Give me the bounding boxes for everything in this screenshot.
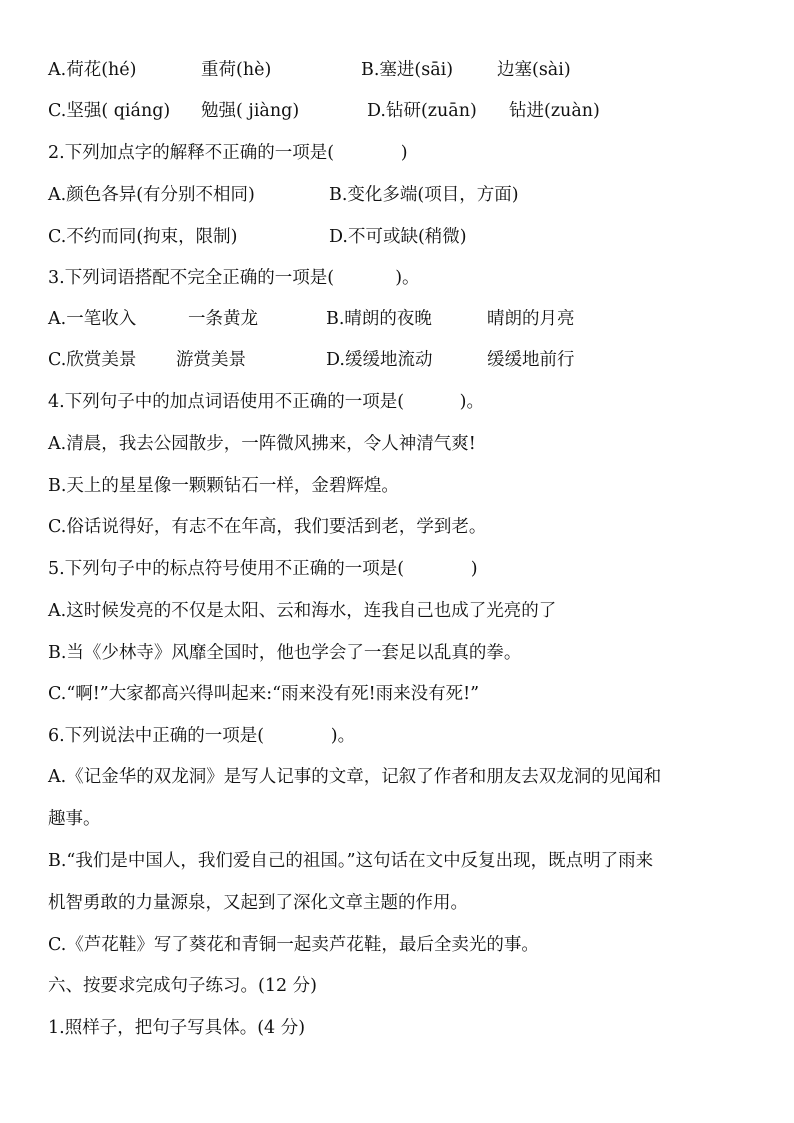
q4-stem: 4.下列句子中的加点词语使用不正确的一项是( )。 [48, 392, 484, 412]
q2-option-d: D.不可或缺(稍微) [329, 227, 467, 247]
q6-option-b-line2: 机智勇敢的力量源泉，又起到了深化文章主题的作用。 [48, 893, 468, 913]
q6-option-a-line2: 趣事。 [48, 809, 101, 829]
q4-option-b: B.天上的星星像一颗颗钻石一样，金碧辉煌。 [48, 476, 399, 496]
q1-option-a-second: 重荷(hè) [201, 60, 272, 80]
q2-option-a: A.颜色各异(有分别不相同) [48, 185, 255, 205]
q3-stem: 3.下列词语搭配不完全正确的一项是( )。 [48, 268, 420, 288]
q6-option-a-line1: A.《记金华的双龙洞》是写人记事的文章，记叙了作者和朋友去双龙洞的见闻和 [48, 767, 662, 787]
q5-stem: 5.下列句子中的标点符号使用不正确的一项是( ) [48, 559, 478, 579]
q5-option-a: A.这时候发亮的不仅是太阳、云和海水，连我自己也成了光亮的了 [48, 601, 557, 621]
q3-option-d: D.缓缓地流动 [326, 350, 433, 370]
q6-option-b-line1: B.“我们是中国人，我们爱自己的祖国。”这句话在文中反复出现，既点明了雨来 [48, 851, 654, 871]
q6-stem: 6.下列说法中正确的一项是( )。 [48, 726, 356, 746]
q1-option-b: B.塞进(sāi) [361, 60, 454, 80]
q6-option-c: C.《芦花鞋》写了葵花和青铜一起卖芦花鞋，最后全卖光的事。 [48, 935, 539, 955]
q3-option-a: A.一笔收入 [48, 309, 137, 329]
q2-stem: 2.下列加点字的解释不正确的一项是( ) [48, 143, 408, 163]
q4-option-a: A.清晨，我去公园散步，一阵微风拂来，令人神清气爽! [48, 434, 476, 454]
q4-option-c: C.俗话说得好，有志不在年高，我们要活到老，学到老。 [48, 517, 487, 537]
section-six-question-1: 1.照样子，把句子写具体。(4 分) [48, 1018, 306, 1038]
q1-option-b-second: 边塞(sài) [497, 60, 571, 80]
q3-option-b-second: 晴朗的月亮 [487, 309, 575, 329]
q1-option-a: A.荷花(hé) [48, 60, 137, 80]
q1-option-d: D.钻研(zuān) [367, 101, 477, 121]
q3-option-c-second: 游赏美景 [176, 350, 246, 370]
q3-option-a-second: 一条黄龙 [188, 309, 258, 329]
q2-option-b: B.变化多端(项目，方面) [329, 185, 519, 205]
q1-option-c: C.坚强( qiáng) [48, 101, 171, 121]
q3-option-d-second: 缓缓地前行 [487, 350, 575, 370]
q5-option-b: B.当《少林寺》风靡全国时，他也学会了一套足以乱真的拳。 [48, 643, 522, 663]
section-six-title: 六、按要求完成句子练习。(12 分) [48, 976, 317, 996]
q3-option-b: B.晴朗的夜晚 [326, 309, 432, 329]
q1-option-c-second: 勉强( jiàng) [201, 101, 300, 121]
q3-option-c: C.欣赏美景 [48, 350, 137, 370]
q2-option-c: C.不约而同(拘束，限制) [48, 227, 238, 247]
q1-option-d-second: 钻进(zuàn) [509, 101, 600, 121]
q5-option-c: C.“啊!”大家都高兴得叫起来:“雨来没有死!雨来没有死!” [48, 684, 480, 704]
